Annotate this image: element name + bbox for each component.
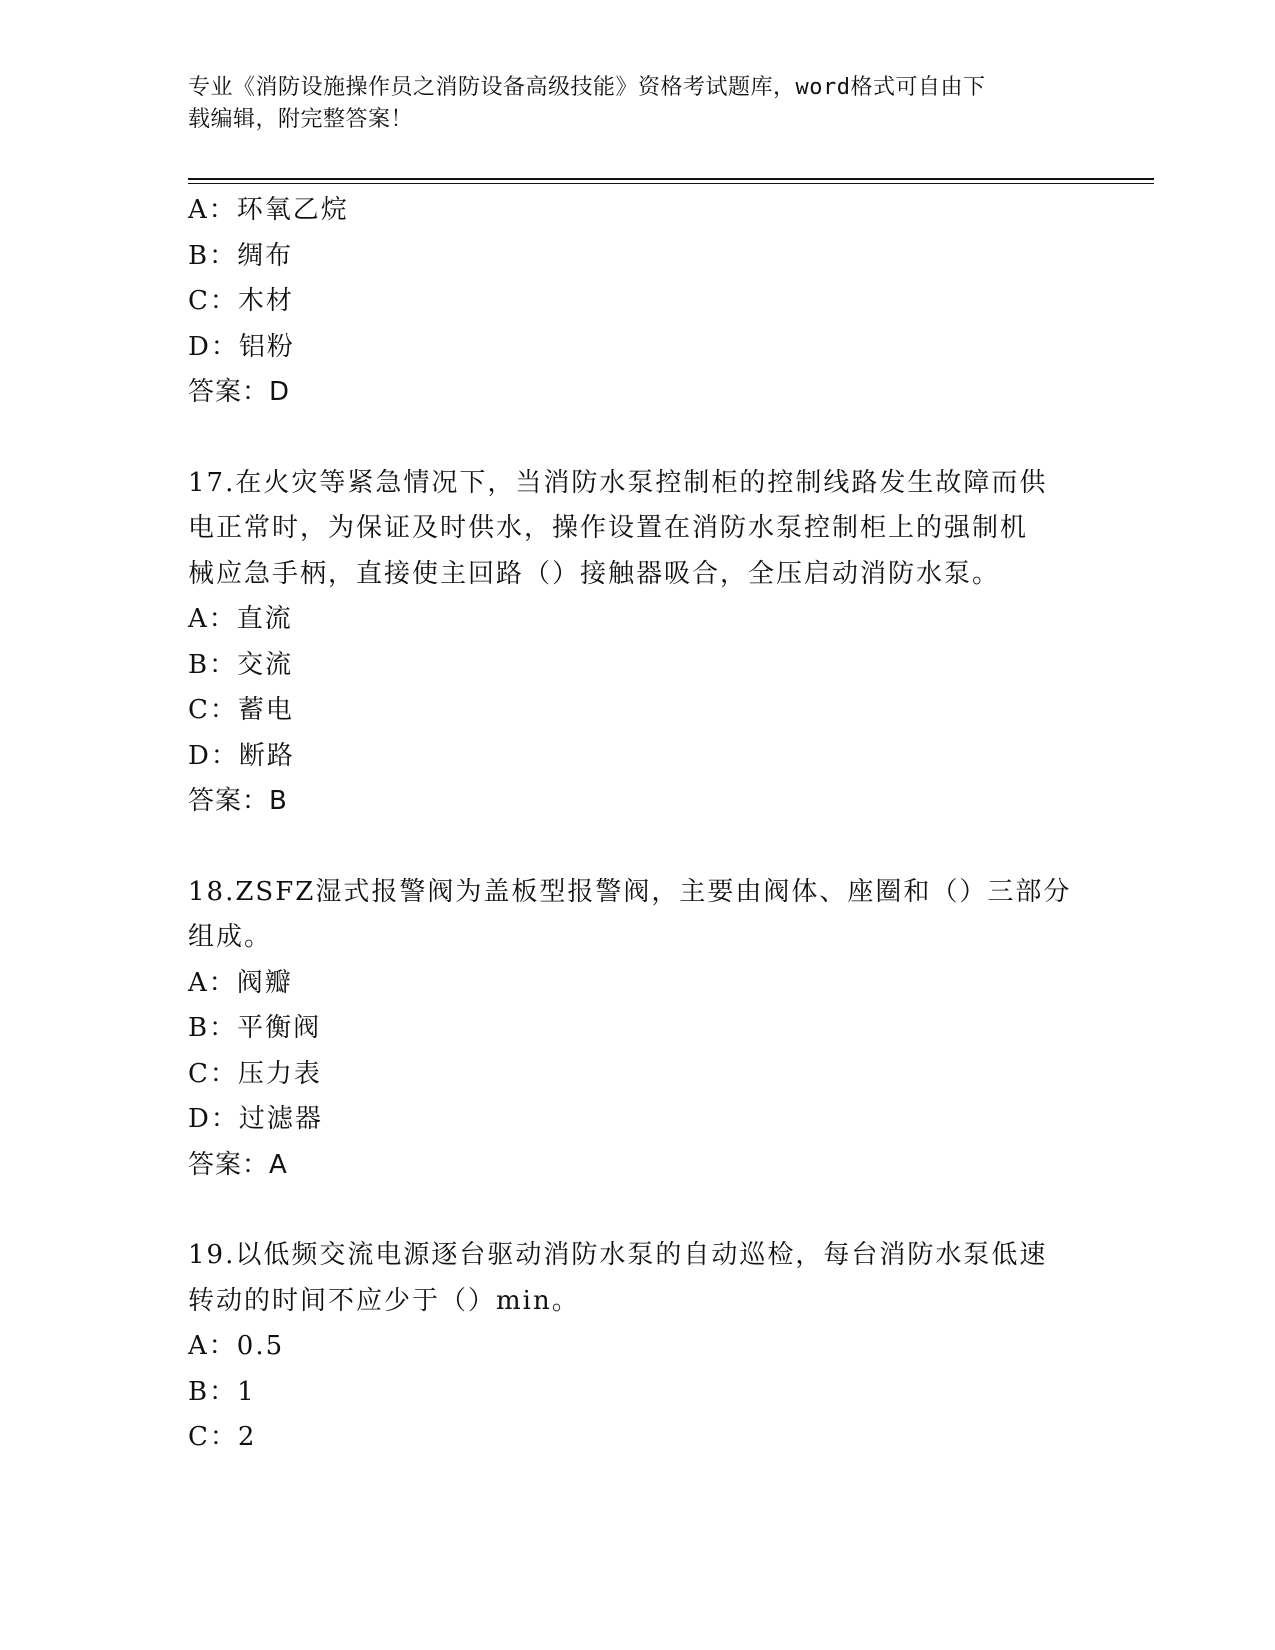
option-d: D：过滤器: [188, 1104, 323, 1134]
question-stem: [188, 1233, 1078, 1324]
option-c: C：木材: [188, 286, 294, 316]
stem-line: 18.ZSFZ湿式报警阀为盖板型报警阀，主要由阀体、座圈和（）三部分: [188, 876, 1072, 907]
header-rule-thick: [188, 178, 1154, 180]
header-rule-thin: [188, 183, 1154, 184]
option-c: C：压力表: [188, 1058, 322, 1089]
question-18: [188, 870, 1088, 1189]
stem-line: 械应急手柄，直接使主回路（）接触器吸合，全压启动消防水泵。: [188, 558, 1001, 589]
answer-line: 答案：D: [188, 377, 291, 407]
option-d: D：铝粉: [188, 331, 295, 362]
question-stem: [188, 870, 1078, 961]
question-stem: [188, 461, 1078, 598]
stem-line: 17.在火灾等紧急情况下，当消防水泵控制柜的控制线路发生故障而供: [188, 467, 1048, 498]
stem-line: 电正常时，为保证及时供水，操作设置在消防水泵控制柜上的强制机: [188, 513, 1029, 543]
option-c: C：2: [188, 1422, 257, 1452]
stem-line: 转动的时间不应少于（）min。: [188, 1285, 580, 1316]
option-b: B：1: [188, 1376, 256, 1407]
stem-line: 19.以低频交流电源逐台驱动消防水泵的自动巡检，每台消防水泵低速: [188, 1240, 1048, 1270]
option-c: C：蓄电: [188, 695, 294, 725]
option-a: A：直流: [188, 604, 293, 634]
question-17: [188, 461, 1088, 825]
question-content: [188, 188, 1088, 1461]
header-line-2: 载编辑，附完整答案！: [188, 107, 414, 132]
header-line-1: 专业《消防设施操作员之消防设备高级技能》资格考试题库，word格式可自由下: [188, 75, 986, 100]
option-d: D：断路: [188, 740, 295, 771]
option-b: B：交流: [188, 649, 294, 680]
option-b: B：平衡阀: [188, 1013, 322, 1043]
document-header: [188, 72, 1088, 136]
question-19: [188, 1233, 1088, 1461]
option-b: B：绸布: [188, 240, 294, 271]
answer-line: 答案：B: [188, 786, 288, 816]
stem-line: 组成。: [188, 922, 273, 952]
question-16-continued: [188, 188, 1088, 416]
option-a: A：阀瓣: [188, 967, 293, 998]
option-a: A：0.5: [188, 1331, 285, 1361]
option-a: A：环氧乙烷: [188, 195, 349, 225]
answer-line: 答案：A: [188, 1149, 288, 1180]
